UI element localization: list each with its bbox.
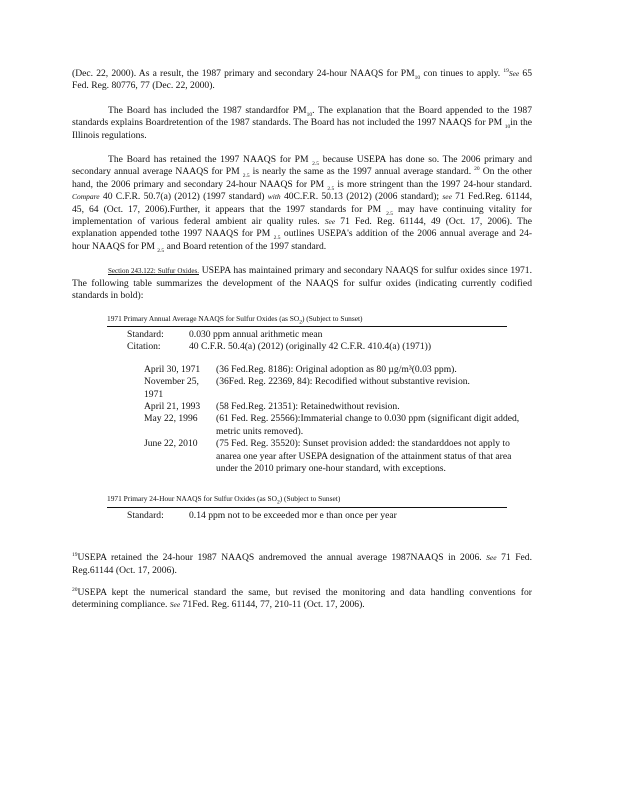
- p3-text-c: is nearly the same as the 1997 annual average standard.: [252, 166, 472, 178]
- p3-sub-j: 2.5: [273, 235, 281, 242]
- p3-text-h: 71 Fed.Reg. 61144, 45, 64 (Oct. 17, 2006).Further, it appears that the 1997 standards for PM: [72, 191, 532, 215]
- p2-text-c: in the Illinois regulations.: [72, 117, 532, 141]
- p3-text-k: outlines USEPA's addition of the 2006 annual average and 24-hour NAAQS for PM: [72, 228, 533, 252]
- p1-text-b: con tinues to apply.: [423, 68, 501, 79]
- footnote-19-number: 19: [72, 552, 78, 558]
- p3-sub-b: 2.5: [242, 173, 250, 180]
- table1-standard-label: Standard:: [127, 328, 164, 340]
- table2-header-sub: 2: [276, 499, 280, 506]
- history-desc: (75 Fed. Reg. 35520): Sunset provision added: the standarddoes not apply to anarea one year after USEPA designation of the attainment status of that area under the 2010 primary one-hour standard, with exceptions.: [216, 438, 512, 474]
- p3-text-g: 40C.F.R. 50.13 (2012) (2006 standard);: [283, 191, 440, 203]
- section-text: USEPA has maintained primary and secondary NAAQS for sulfur oxides since 1971. The following table summarizes the development of the NAAQS for sulfur oxides (indicating currently codified standards in bold):: [72, 265, 532, 302]
- p2-text-b: . The explanation that the Board appended to the 1987 standards explains Boardretention of the 1987 standards. The Board has not included the 1997 NAAQS for PM: [72, 104, 532, 129]
- table2-header-end: ) (Subject to Sunset): [279, 494, 341, 504]
- table2-standard-row: [72, 510, 532, 522]
- table1-header-end: ) (Subject to Sunset): [301, 313, 363, 323]
- table1-standard-row: [72, 329, 532, 341]
- p3-with: with: [267, 192, 281, 202]
- footnote-20-see: See: [169, 600, 181, 610]
- p1-see: See: [508, 69, 520, 78]
- p3-compare: Compare: [72, 192, 100, 202]
- history-row: [144, 413, 532, 438]
- p1-sub-a: 10: [414, 74, 421, 81]
- table1-citation-row: [72, 341, 532, 353]
- section-paragraph: [72, 265, 532, 302]
- p3-sub-a: 2.5: [312, 160, 320, 167]
- history-date: May 22, 1996: [144, 413, 198, 425]
- p3-sub-h: 2.5: [386, 210, 394, 217]
- footnote-19-text-a: USEPA retained the 24-hour 1987 NAAQS andremoved the annual average 1987NAAQS in 2006.: [77, 552, 482, 564]
- history-desc: (61 Fed. Reg. 25566):Immaterial change to 0.030 ppm (significant digit added, metric units removed).: [216, 413, 520, 437]
- footnote-19-see: See: [486, 553, 497, 563]
- table1-citation-label: Citation:: [127, 341, 161, 353]
- paragraph-1: [72, 68, 532, 93]
- footnote-ref-19: 19: [503, 67, 509, 74]
- history-date: April 21, 1993: [144, 400, 201, 412]
- p3-text-i: may have continuing vitality for implementation of various federal ambient air quality rules.: [72, 203, 532, 228]
- footnotes: [72, 552, 532, 612]
- p2-sub-a: 10: [306, 111, 313, 118]
- table1-header: [107, 313, 507, 327]
- history-desc: (58 Fed.Reg. 21351): Retainedwithout revision.: [216, 400, 400, 412]
- p3-see-2: See: [324, 217, 336, 227]
- history-desc: (36 Fed.Reg. 8186): Original adoption as 80 µg/m³(0.03 ppm).: [216, 363, 457, 375]
- p3-sub-d: 2.5: [327, 185, 335, 192]
- history-date: November 25, 1971: [144, 376, 199, 400]
- table1-history: [144, 364, 532, 476]
- history-date: April 30, 1971: [144, 363, 201, 375]
- document-page: [72, 68, 532, 622]
- section-heading: Section 243.122: Sulfur Oxides.: [108, 267, 199, 276]
- table1-header-text: 1971 Primary Annual Average NAAQS for Sulfur Oxides (as SO: [107, 313, 300, 323]
- footnote-20-number: 20: [72, 586, 78, 593]
- history-desc: (36Fed. Reg. 22369, 84): Recodified without substantive revision.: [216, 376, 470, 388]
- table2-header: [107, 493, 507, 507]
- table1-standard-value: 0.030 ppm annual arithmetic mean: [189, 328, 323, 340]
- footnote-19: [72, 552, 532, 577]
- table1-citation-value: 40 C.F.R. 50.4(a) (2012) (originally 42 C.F.R. 410.4(a) (1971)): [189, 341, 432, 353]
- p3-text-f: 40 C.F.R. 50.7(a) (2012) (1997 standard): [102, 191, 265, 203]
- table2-standard-label: Standard:: [127, 509, 164, 521]
- p2-sub-b: 10: [504, 124, 511, 131]
- footnote-20-text-b: 71Fed. Reg. 61144, 77, 210-11 (Oct. 17, 2006).: [182, 599, 365, 611]
- table1-header-sub: 2: [299, 318, 302, 325]
- p3-text-j: 71 Fed. Reg. 61144, 49 (Oct. 17, 2006). The explanation appended tothe 1997 NAAQS for PM: [72, 216, 532, 240]
- table2-header-text: 1971 Primary 24-Hour NAAQS for Sulfur Oxides (as SO: [107, 494, 277, 504]
- history-row: [144, 376, 532, 401]
- p3-text-l: and Board retention of the 1997 standard.: [166, 240, 327, 252]
- footnote-20: [72, 587, 532, 612]
- history-row: [144, 364, 532, 376]
- paragraph-3: [72, 154, 532, 253]
- p1-text-a: (Dec. 22, 2000). As a result, the 1987 primary and secondary 24-hour NAAQS for PM: [72, 68, 415, 79]
- footnote-19-text-b: 71 Fed. Reg.61144 (Oct. 17, 2006).: [72, 552, 532, 576]
- history-row: [144, 438, 532, 475]
- p3-text-a: The Board has retained the 1997 NAAQS for PM: [108, 154, 309, 166]
- footnote-ref-20: 20: [474, 166, 480, 173]
- paragraph-2: [72, 105, 532, 142]
- history-date: June 22, 2010: [144, 438, 198, 450]
- p3-text-e: is more stringent than the 1997 24-hour standard.: [337, 178, 532, 190]
- p3-see-1: see: [442, 192, 452, 202]
- p1-text-c: 65 Fed. Reg. 80776, 77 (Dec. 22, 2000).: [72, 68, 533, 92]
- p3-text-b: because USEPA has done so. The 2006 primary and secondary annual average NAAQS for PM: [72, 154, 533, 178]
- footnote-20-text-a: USEPA kept the numerical standard the same, but revised the monitoring and data handling conventions for determining compliance.: [72, 587, 532, 611]
- table2-standard-value: 0.14 ppm not to be exceeded mor e than once per year: [189, 509, 397, 521]
- p3-sub-k: 2.5: [157, 247, 165, 254]
- p3-text-d: On the other hand, the 2006 primary and secondary 24-hour NAAQS for PM: [72, 166, 532, 190]
- history-row: [144, 401, 532, 413]
- p2-text-a: The Board has included the 1987 standardfor PM: [108, 104, 307, 116]
